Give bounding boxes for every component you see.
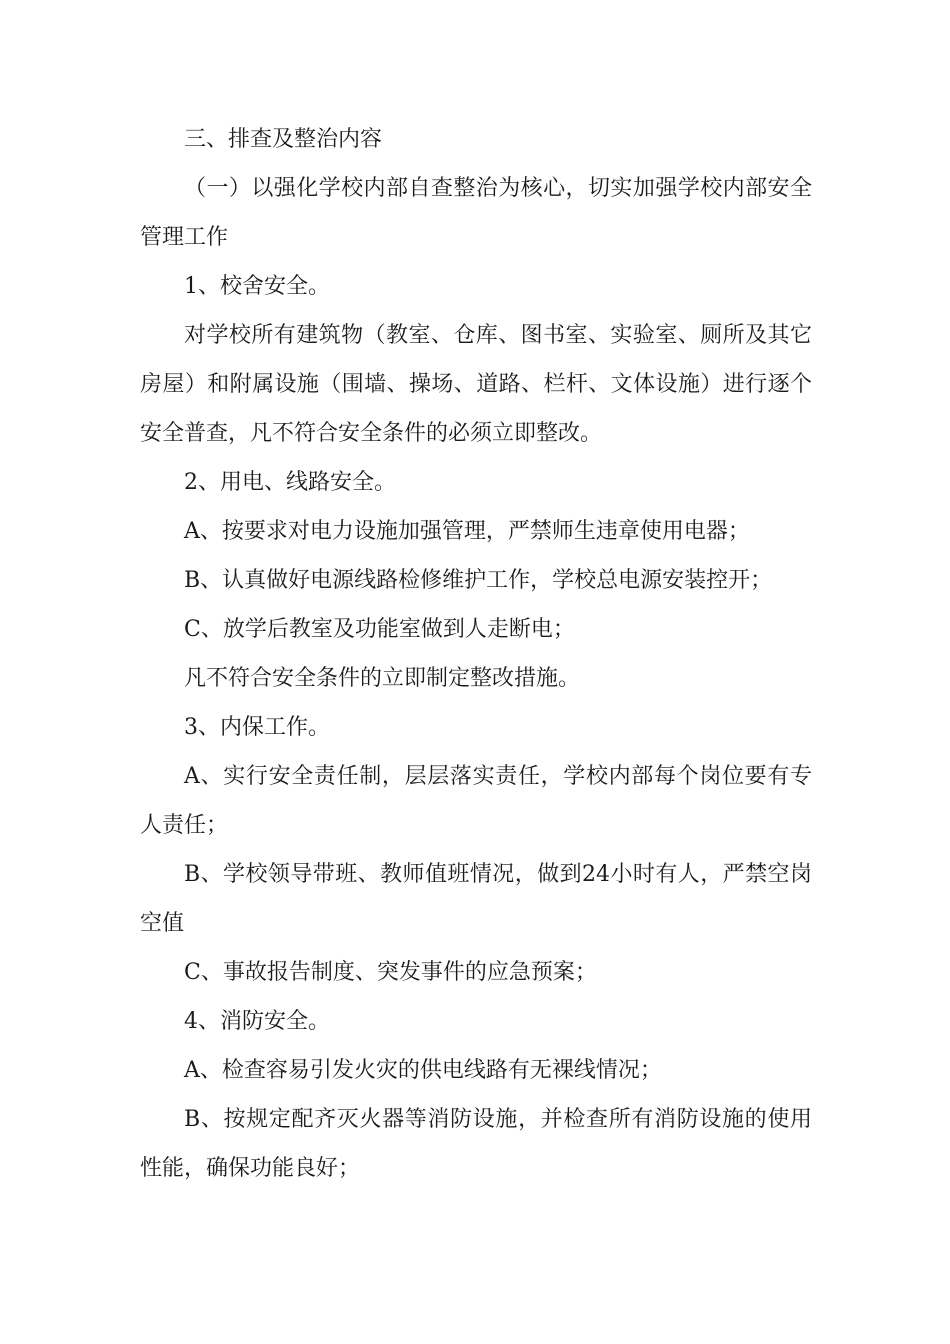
paragraph-electric-c: C、放学后教室及功能室做到人走断电； xyxy=(184,617,575,642)
item-heading-fire-safety: 4、消防安全。 xyxy=(184,1009,330,1034)
paragraph-fire-a: A、检查容易引发火灾的供电线路有无裸线情况； xyxy=(184,1058,662,1083)
item-heading-building-safety: 1、校舍安全。 xyxy=(184,274,330,299)
paragraph-electric-b: B、认真做好电源线路检修维护工作，学校总电源安装控开； xyxy=(184,568,773,593)
document-body xyxy=(140,115,812,1193)
paragraph-electric-a: A、按要求对电力设施加强管理，严禁师生违章使用电器； xyxy=(184,519,750,544)
section-heading: 三、排查及整治内容 xyxy=(184,127,383,152)
paragraph-electric-fix: 凡不符合安全条件的立即制定整改措施。 xyxy=(184,666,581,691)
item-heading-internal-security: 3、内保工作。 xyxy=(184,715,330,740)
paragraph-security-c: C、事故报告制度、突发事件的应急预案； xyxy=(184,960,597,985)
paragraph-building-inspection: 对学校所有建筑物（教室、仓库、图书室、实验室、厕所及其它房屋）和附属设施（围墙、操场、道路、栏杆、文体设施）进行逐个安全普查，凡不符合安全条件的必须立即整改。 xyxy=(140,323,812,446)
paragraph-fire-b: B、按规定配齐灭火器等消防设施，并检查所有消防设施的使用性能，确保功能良好； xyxy=(140,1107,812,1181)
paragraph-security-a: A、实行安全责任制，层层落实责任，学校内部每个岗位要有专人责任； xyxy=(140,764,812,838)
subsection-heading: （一）以强化学校内部自查整治为核心，切实加强学校内部安全管理工作 xyxy=(140,176,812,250)
paragraph-security-b: B、学校领导带班、教师值班情况，做到24小时有人，严禁空岗空值 xyxy=(140,862,812,936)
item-heading-electric-safety: 2、用电、线路安全。 xyxy=(184,470,396,495)
